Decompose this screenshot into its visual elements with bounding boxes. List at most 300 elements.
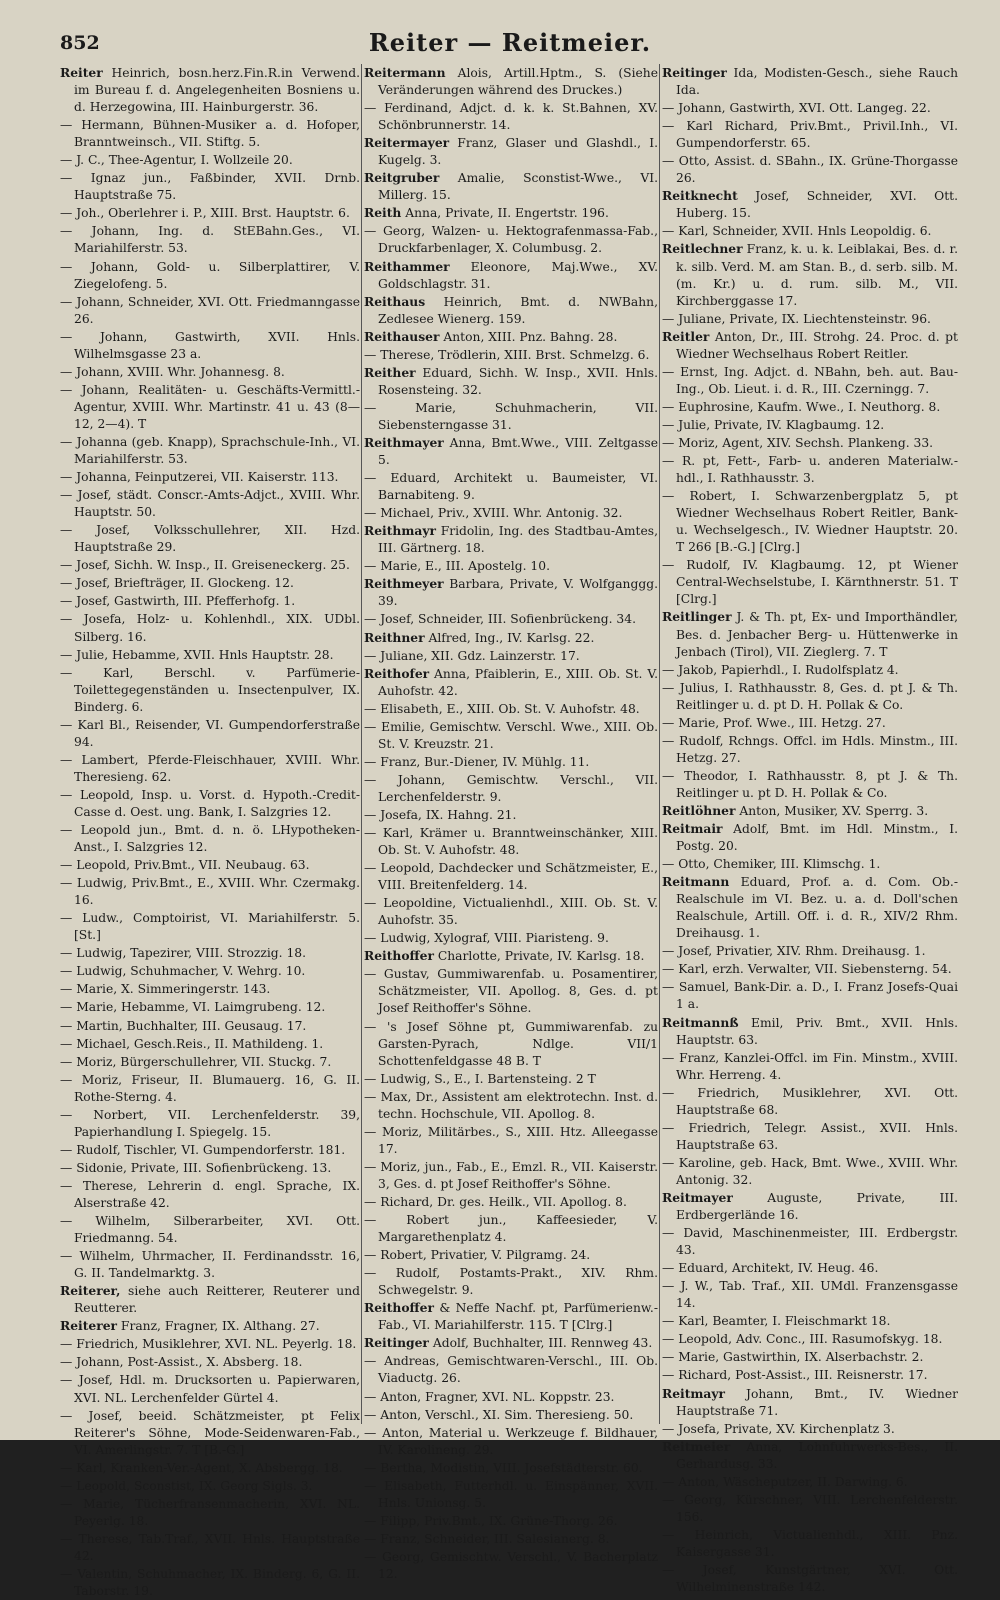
directory-entry — [662, 1366, 958, 1384]
entry-text: — Josef, Schneider, III. Sofienbrückeng. 34. — [364, 612, 636, 627]
directory-entry — [60, 433, 360, 468]
directory-entry — [662, 873, 958, 942]
entry-text: — Josef, Gastwirth, III. Pfefferhofg. 1. — [60, 594, 296, 609]
directory-entry — [60, 468, 360, 486]
entry-text: — Anton, Wäscheputzer, II. Darwing. 6. — [662, 1474, 908, 1489]
entry-text: — Johann, Gemischtw. Verschl., VII. Lerchenfelderstr. 9. — [364, 772, 658, 804]
directory-entry — [60, 1035, 360, 1053]
entry-text: Heinrich, bosn.herz.Fin.R.in Verwend. im Bureau f. d. Angelegenheiten Bosniens u. d. Herzegowina, III. Hainburgerstr. 36. — [74, 66, 360, 115]
entry-text: — Leopold, Insp. u. Vorst. d. Hypoth.-Credit-Casse d. Oest. ung. Bank, I. Salzgries 12. — [60, 787, 360, 819]
entry-text: — Theodor, I. Rathhausstr. 8, pt J. & Th. Reitlinger u. pt D. H. Pollak & Co. — [662, 768, 958, 800]
entry-text: — Julius, I. Rathhausstr. 8, Ges. d. pt J. & Th. Reitlinger u. d. pt D. H. Pollak & Co. — [662, 680, 958, 712]
directory-entry — [662, 222, 958, 240]
directory-entry — [364, 1406, 658, 1424]
directory-entry — [364, 806, 658, 824]
entry-text: — Julie, Hebamme, XVII. Hnls Hauptstr. 28. — [60, 647, 334, 662]
entry-text: Anna, Bmt.Wwe., VIII. Zeltgasse 5. — [378, 435, 658, 468]
directory-entry — [60, 944, 360, 962]
entry-text: Josef, Schneider, XVI. Ott. Huberg. 15. — [676, 189, 958, 221]
directory-entry — [60, 1141, 360, 1159]
directory-entry — [662, 1491, 958, 1526]
entry-surname: Reiterer, — [60, 1283, 121, 1299]
directory-entry — [60, 821, 360, 856]
entry-text: — Elisabeth, E., XIII. Ob. St. V. Auhofstr. 48. — [364, 701, 640, 716]
directory-entry — [60, 980, 360, 998]
entry-text: — Friedrich, Musiklehrer, XVI. Ott. Hauptstraße 68. — [662, 1085, 958, 1117]
entry-text: — Karl Richard, Priv.Bmt., Privil.Inh., VI. Gumpendorferstr. 65. — [662, 119, 958, 151]
directory-entry — [662, 1277, 958, 1312]
directory-entry — [662, 363, 958, 398]
entry-surname: Reitermann — [364, 65, 446, 80]
directory-entry — [364, 647, 658, 665]
entry-text: — Anton, Verschl., XI. Sim. Theresieng. 50. — [364, 1407, 634, 1422]
directory-entry — [662, 1224, 958, 1259]
entry-surname: Reitermayer — [364, 135, 450, 151]
directory-entry — [60, 909, 360, 944]
entry-text: — Marie, Hebamme, VI. Laimgrubeng. 12. — [60, 1000, 326, 1015]
entry-text: — Josef, beeid. Schätzmeister, pt Felix Reiterer's Söhne, Mode-Seidenwaren-Fab., VI. Amerlingstr. 7. T [B.-G.] — [60, 1408, 360, 1457]
directory-entry — [364, 346, 658, 364]
directory-entry — [60, 1353, 360, 1371]
entry-text: — Franz, Schneider, III. Salesianerg. 8. — [364, 1531, 610, 1546]
entry-text: — Leopold jun., Bmt. d. n. ö. LHypotheken-Anst., I. Salzgries 12. — [60, 823, 360, 855]
directory-entry — [60, 1495, 360, 1530]
directory-entry — [364, 610, 658, 628]
entry-text: — Karoline, geb. Hack, Bmt. Wwe., XVIII. Whr. Antonig. 32. — [662, 1155, 958, 1187]
directory-entry — [60, 856, 360, 874]
entry-surname: Reiterer — [60, 1318, 117, 1334]
entry-text: — Karl Bl., Reisender, VI. Gumpendorferstraße 94. — [60, 717, 360, 749]
entry-text: & Neffe Nachf. pt, Parfümerienw.-Fab., VI. Mariahilferstr. 115. T [Clrg.] — [378, 1301, 658, 1333]
entry-text: — Wilhelm, Silberarbeiter, XVI. Ott. Friedmanng. 54. — [60, 1214, 360, 1246]
directory-entry — [364, 469, 658, 504]
directory-entry — [364, 204, 658, 222]
page-number: 852 — [60, 32, 100, 54]
directory-entry — [662, 487, 958, 556]
entry-text: — Josef, städt. Conscr.-Amts-Adjct., XVIII. Whr. Hauptstr. 50. — [60, 488, 360, 520]
entry-text: — Marie, E., III. Apostelg. 10. — [364, 559, 550, 574]
directory-entry — [662, 1154, 958, 1189]
entry-text: Franz, Glaser und Glashdl., I. Kugelg. 3. — [378, 136, 658, 168]
directory-entry — [662, 1330, 958, 1348]
entry-text: — Euphrosine, Kaufm. Wwe., I. Neuthorg. 8. — [662, 399, 941, 414]
directory-entry — [662, 802, 958, 820]
directory-entry — [662, 1420, 958, 1438]
directory-entry — [60, 646, 360, 664]
directory-entry — [364, 134, 658, 169]
entry-text: — Johann, Gold- u. Silberplattirer, V. Ziegelofeng. 5. — [60, 259, 360, 291]
entry-text: — Julie, Private, IV. Klagbaumg. 12. — [662, 417, 885, 432]
entry-text: J. & Th. pt, Ex- und Importhändler, Bes. d. Jenbacher Berg- u. Hüttenwerke in Jenbach (Tirol), VII. Zieglerg. 7. T — [676, 610, 958, 659]
entry-text: — Karl, Berschl. v. Parfümerie-Toilettegegenständen u. Insectenpulver, IX. Binderg. 6. — [60, 665, 360, 714]
entry-text: — Moriz, Friseur, II. Blumauerg. 16, G. II. Rothe-Sterng. 4. — [60, 1072, 360, 1104]
entry-text: — Karl, Schneider, XVII. Hnls Leopoldig. 6. — [662, 224, 932, 239]
column-2 — [364, 64, 658, 1581]
entry-text: — Juliane, Private, IX. Liechtensteinstr. 96. — [662, 311, 931, 326]
entry-text: — Leopold, Dachdecker und Schätzmeister, E., VIII. Breitenfelderg. 14. — [364, 861, 658, 893]
entry-text: Anna, Pfaiblerin, E., XIII. Ob. St. V. Auhofstr. 42. — [378, 666, 658, 698]
entry-text: — Josef, Hdl. m. Drucksorten u. Papierwaren, XVI. NL. Lerchenfelder Gürtel 4. — [60, 1373, 360, 1405]
directory-entry — [662, 767, 958, 802]
directory-entry — [60, 258, 360, 293]
entry-text: — Leopold, Priv.Bmt., VII. Neubaug. 63. — [60, 858, 310, 873]
directory-entry — [60, 1071, 360, 1106]
directory-entry — [60, 751, 360, 786]
directory-entry — [364, 64, 658, 99]
directory-entry — [60, 592, 360, 610]
directory-entry — [60, 1159, 360, 1177]
entry-text: — Sidonie, Private, III. Sofienbrückeng. 13. — [60, 1160, 332, 1175]
directory-entry — [60, 1530, 360, 1565]
directory-entry — [60, 1565, 360, 1600]
directory-entry — [60, 1317, 360, 1335]
entry-text: — Franz, Bur.-Diener, IV. Mühlg. 11. — [364, 754, 590, 769]
entry-surname: Reithoffer — [364, 948, 434, 964]
entry-text: — Gustav, Gummiwarenfab. u. Posamentirer, Schätzmeister, VII. Apollog. 8, Ges. d. pt Josef Reithoffer's Söhne. — [364, 967, 658, 1016]
directory-entry — [364, 1246, 658, 1264]
entry-text: Anton, XIII. Pnz. Bahng. 28. — [439, 329, 618, 344]
entry-text: Adolf, Buchhalter, III. Rennweg 43. — [428, 1336, 653, 1351]
entry-text: Anton, Musiker, XV. Sperrg. 3. — [735, 803, 929, 818]
entry-text: — Ferdinand, Adjct. d. k. k. St.Bahnen, XV. Schönbrunnerstr. 14. — [364, 101, 658, 133]
entry-text: — Ludwig, Xylograf, VIII. Piaristeng. 9. — [364, 931, 609, 946]
entry-surname: Reithauser — [364, 328, 440, 344]
column-divider — [659, 64, 660, 1424]
directory-entry — [60, 556, 360, 574]
directory-entry — [364, 1070, 658, 1088]
directory-entry — [662, 661, 958, 679]
entry-surname: Reithner — [364, 629, 425, 645]
entry-text: — Moriz, Militärbes., S., XIII. Htz. Alleegasse 17. — [364, 1124, 658, 1156]
entry-text: — Karl, erzh. Verwalter, VII. Siebensterng. 54. — [662, 962, 952, 977]
entry-text: — Rudolf, Tischler, VI. Gumpendorferstr. 181. — [60, 1142, 346, 1157]
entry-text: Auguste, Private, III. Erdbergerlände 16. — [676, 1191, 958, 1223]
entry-text: — Josef, Sichh. W. Insp., II. Greiseneckerg. 25. — [60, 558, 350, 573]
entry-text: — Richard, Post-Assist., III. Reisnerstr. 17. — [662, 1368, 928, 1383]
entry-text: — Lambert, Pferde-Fleischhauer, XVIII. Whr. Theresieng. 62. — [60, 752, 360, 784]
directory-entry — [364, 824, 658, 859]
entry-text: — Josef, Briefträger, II. Glockeng. 12. — [60, 576, 294, 591]
directory-entry — [662, 1438, 958, 1473]
entry-text: Franz, k. u. k. Leiblakai, Bes. d. r. k. silb. Verd. M. am Stan. B., d. serb. silb. M. (m. Kr.) u. d. rum. silb. M., VII. Kirchberggasse 17. — [676, 242, 958, 308]
directory-entry — [364, 575, 658, 610]
entry-text: — Georg, Gemischtw. Verschl., V. Bacherplatz 12. — [364, 1549, 658, 1581]
entry-text: — Leopoldine, Victualienhdl., XIII. Ob. St. V. Auhofstr. 35. — [364, 896, 658, 928]
entry-text: Anna, Lohnfuhrwerks-Bes., II. Gerhardusg. 33. — [676, 1439, 958, 1471]
directory-entry — [364, 504, 658, 522]
entry-text: — Josefa, Private, XV. Kirchenplatz 3. — [662, 1421, 895, 1436]
directory-entry — [364, 1211, 658, 1246]
entry-surname: Reitknecht — [662, 188, 738, 204]
entry-text: — Samuel, Bank-Dir. a. D., I. Franz Josefs-Quai 1 a. — [662, 980, 958, 1012]
directory-entry — [662, 608, 958, 660]
entry-text: — Leopold, Sconstist, IX. Georg Sigls. 3. — [60, 1478, 313, 1493]
directory-entry — [364, 328, 658, 346]
entry-text: Franz, Fragner, IX. Althang. 27. — [117, 1319, 320, 1334]
entry-text: — Hermann, Bühnen-Musiker a. d. Hofoper, Branntweinsch., VII. Stiftg. 5. — [60, 118, 360, 150]
directory-entry — [60, 64, 360, 116]
entry-text: — Ludwig, Tapezirer, VIII. Strozzig. 18. — [60, 946, 307, 961]
directory-entry — [662, 1014, 958, 1049]
directory-entry — [662, 452, 958, 487]
entry-text: — Rudolf, Postamts-Prakt., XIV. Rhm. Schwegelstr. 9. — [364, 1266, 658, 1298]
entry-text: — Georg, Walzen- u. Hektografenmassa-Fab., Druckfarbenlager, X. Columbusg. 2. — [364, 224, 658, 256]
directory-entry — [364, 1512, 658, 1530]
entry-text: — Jakob, Papierhdl., I. Rudolfsplatz 4. — [662, 662, 899, 677]
running-title: Reiter — Reitmeier. — [368, 28, 652, 57]
directory-entry — [364, 1299, 658, 1334]
directory-entry — [364, 1424, 658, 1459]
directory-entry — [364, 1088, 658, 1123]
directory-entry — [60, 1477, 360, 1495]
entry-text: — J. C., Thee-Agentur, I. Wollzeile 20. — [60, 153, 293, 168]
directory-entry — [60, 328, 360, 363]
entry-text: — Wilhelm, Uhrmacher, II. Ferdinandsstr. 16, G. II. Tandelmarktg. 3. — [60, 1249, 360, 1281]
directory-entry — [662, 855, 958, 873]
directory-entry — [60, 874, 360, 909]
directory-entry — [662, 187, 958, 222]
entry-text: — Bertha, Modistin, VIII. Josefstädterstr. 60. — [364, 1460, 643, 1475]
directory-entry — [662, 1348, 958, 1366]
entry-surname: Reitgruber — [364, 170, 440, 186]
directory-entry — [662, 1259, 958, 1277]
entry-text: — Elisabeth, Futterhdl. u. Einspänner, XVII. Hnls. Unionsg. 5. — [364, 1478, 658, 1510]
entry-surname: Reitmeier — [662, 1438, 731, 1454]
directory-entry — [364, 434, 658, 469]
entry-text: — Therese, Lehrerin d. engl. Sprache, IX. Alserstraße 42. — [60, 1178, 360, 1210]
entry-surname: Reiter — [60, 65, 103, 80]
entry-text: — Ludwig, S., E., I. Bartensteing. 2 T — [364, 1071, 596, 1086]
directory-entry — [364, 522, 658, 557]
directory-entry — [364, 1388, 658, 1406]
entry-text: — Marie, Prof. Wwe., III. Hetzg. 27. — [662, 715, 886, 730]
directory-entry — [60, 1371, 360, 1406]
entry-text: — Marie, Schuhmacherin, VII. Siebensterngasse 31. — [364, 400, 658, 432]
entry-surname: Reitler — [662, 328, 710, 344]
directory-entry — [662, 398, 958, 416]
entry-surname: Reithoffer — [364, 1300, 434, 1316]
directory-entry — [662, 310, 958, 328]
directory-entry — [662, 1385, 958, 1420]
entry-text: — Ignaz jun., Faßbinder, XVII. Drnb. Hauptstraße 75. — [60, 171, 360, 203]
directory-entry — [60, 1282, 360, 1317]
entry-surname: Reithmayr — [364, 523, 436, 539]
entry-text: — Ludwig, Schuhmacher, V. Wehrg. 10. — [60, 964, 306, 979]
directory-entry — [364, 364, 658, 399]
directory-entry — [364, 399, 658, 434]
directory-entry — [364, 665, 658, 700]
directory-entry — [364, 859, 658, 894]
directory-entry — [60, 1017, 360, 1035]
directory-entry — [364, 1334, 658, 1352]
directory-entry — [364, 1459, 658, 1477]
directory-entry — [60, 998, 360, 1016]
entry-text: — Johann, Gastwirth, XVII. Hnls. Wilhelmsgasse 23 a. — [60, 329, 360, 361]
entry-text: — Karl, Krämer u. Branntweinschänker, XIII. Ob. St. V. Auhofstr. 48. — [364, 826, 658, 858]
entry-text: — Moriz, jun., Fab., E., Emzl. R., VII. Kaiserstr. 3, Ges. d. pt Josef Reithoffer's Söhne. — [364, 1159, 658, 1191]
entry-surname: Reitlinger — [662, 609, 732, 625]
directory-entry — [60, 381, 360, 433]
entry-text: — J. W., Tab. Traf., XII. UMdl. Franzensgasse 14. — [662, 1279, 958, 1311]
directory-entry — [662, 1526, 958, 1561]
entry-text: — Josefa, Holz- u. Kohlenhdl., XIX. UDbl. Silberg. 16. — [60, 612, 360, 644]
directory-entry — [60, 1407, 360, 1459]
directory-entry — [662, 64, 958, 99]
entry-text: — Franz, Kanzlei-Offcl. im Fin. Minstm., XVIII. Whr. Herreng. 4. — [662, 1050, 958, 1082]
entry-text: — Anton, Material u. Werkzeuge f. Bildhauer, IV. Karolineng. 29. — [364, 1425, 658, 1457]
directory-entry — [662, 1119, 958, 1154]
directory-entry — [60, 1053, 360, 1071]
directory-entry — [60, 786, 360, 821]
directory-entry — [364, 1264, 658, 1299]
entry-text: — Eduard, Architekt u. Baumeister, VI. Barnabiteng. 9. — [364, 471, 658, 503]
entry-text: — Joh., Oberlehrer i. P., XIII. Brst. Hauptstr. 6. — [60, 206, 350, 221]
entry-text: — Johanna (geb. Knapp), Sprachschule-Inh., VI. Mariahilferstr. 53. — [60, 434, 360, 467]
entry-text: Johann, Bmt., IV. Wiedner Hauptstraße 71. — [676, 1386, 958, 1418]
entry-text: — Marie, Gastwirthin, IX. Alserbachstr. 2. — [662, 1350, 924, 1365]
directory-entry — [662, 942, 958, 960]
entry-text: Anna, Private, II. Engertstr. 196. — [401, 206, 609, 221]
entry-text: — Moriz, Bürgerschullehrer, VII. Stuckg. 7. — [60, 1054, 332, 1069]
entry-text: — Emilie, Gemischtw. Verschl. Wwe., XIII. Ob. St. V. Kreuzstr. 21. — [364, 719, 658, 751]
entry-text: — Juliane, XII. Gdz. Lainzerstr. 17. — [364, 648, 580, 663]
entry-text: Eduard, Prof. a. d. Com. Ob.-Realschule im VI. Bez. u. a. d. Doll'schen Realschule, Artill. Off. i. d. R., XIV/2 Rhm. Dreihausg. 1. — [676, 875, 958, 941]
directory-entry — [662, 434, 958, 452]
directory-entry — [364, 1123, 658, 1158]
directory-entry — [662, 99, 958, 117]
directory-entry — [662, 1473, 958, 1491]
entry-text: — Martin, Buchhalter, III. Geusaug. 17. — [60, 1018, 307, 1033]
entry-text: — Johanna, Feinputzerei, VII. Kaiserstr. 113. — [60, 470, 339, 485]
entry-text: — Otto, Chemiker, III. Klimschg. 1. — [662, 857, 881, 872]
entry-surname: Reitmannß — [662, 1014, 739, 1030]
entry-text: — Moriz, Agent, XIV. Sechsh. Plankeng. 33. — [662, 435, 934, 450]
entry-text: — Ludwig, Priv.Bmt., E., XVIII. Whr. Czermakg. 16. — [60, 876, 360, 908]
entry-text: Fridolin, Ing. des Stadtbau-Amtes, III. Gärtnerg. 18. — [378, 524, 658, 556]
entry-text: — Friedrich, Musiklehrer, XVI. NL. Peyerlg. 18. — [60, 1337, 357, 1352]
entry-text: Barbara, Private, V. Wolfganggg. 39. — [378, 577, 658, 609]
entry-text: — Johann, Realitäten- u. Geschäfts-Vermittl.-Agentur, XVIII. Whr. Martinstr. 41 u. 43 (8—12, 2—4). T — [60, 382, 360, 431]
directory-entry — [60, 1247, 360, 1282]
directory-entry — [60, 1177, 360, 1212]
directory-entry — [364, 929, 658, 947]
entry-text: — 's Josef Söhne pt, Gummiwarenfab. zu Garsten-Pyrach, Ndlge. VII/1 Schottenfeldgasse 48 B. T — [364, 1019, 658, 1068]
directory-entry — [662, 556, 958, 608]
entry-surname: Reitinger — [662, 65, 727, 80]
entry-text: — Otto, Assist. d. SBahn., IX. Grüne-Thorgasse 26. — [662, 154, 958, 186]
directory-entry — [60, 716, 360, 751]
directory-entry — [364, 718, 658, 753]
entry-text: — Marie, Tücherfransenmacherin, XVI. NL. Peyerlg. 18. — [60, 1496, 360, 1528]
directory-entry — [60, 962, 360, 980]
entry-text: — Johann, Post-Assist., X. Absberg. 18. — [60, 1355, 303, 1370]
entry-surname: Reitmayr — [662, 1385, 725, 1401]
directory-entry — [60, 116, 360, 151]
entry-text: siehe auch Reitterer, Reuterer und Reutterer. — [74, 1284, 360, 1316]
entry-text: — Karl, Beamter, I. Fleischmarkt 18. — [662, 1314, 891, 1329]
directory-entry — [60, 1212, 360, 1247]
entry-text: — Josef, Privatier, XIV. Rhm. Dreihausg. 1. — [662, 944, 926, 959]
directory-entry — [364, 1352, 658, 1387]
entry-text: — Richard, Dr. ges. Heilk., VII. Apollog. 8. — [364, 1195, 627, 1209]
entry-text: — Josef, Kunstgärtner, XVI. Ott. Wilhelminenstraße 142. — [662, 1562, 958, 1595]
directory-entry — [364, 1530, 658, 1548]
directory-entry — [662, 416, 958, 434]
column-1 — [60, 64, 360, 1599]
entry-surname: Reith — [364, 205, 402, 221]
entry-surname: Reithmeyer — [364, 576, 444, 592]
entry-text: — Leopold, Adv. Conc., III. Rasumofskyg. 18. — [662, 1332, 943, 1347]
entry-text: — Heinrich, Victualienhdl., XIII. Pnz. Kaisergasse 31. — [662, 1527, 958, 1559]
directory-entry — [60, 610, 360, 645]
entry-surname: Reithaus — [364, 293, 426, 309]
entry-text: — Ludw., Comptoirist, VI. Mariahilferstr. 5. [St.] — [60, 911, 360, 943]
directory-entry — [662, 1189, 958, 1224]
entry-surname: Reitlechner — [662, 241, 743, 257]
entry-text: Ida, Modisten-Gesch., siehe Rauch Ida. — [676, 66, 958, 98]
directory-entry — [364, 293, 658, 328]
directory-entry — [60, 204, 360, 222]
entry-text: Alfred, Ing., IV. Karlsg. 22. — [424, 630, 595, 645]
directory-entry — [60, 664, 360, 716]
entry-text: Charlotte, Private, IV. Karlsg. 18. — [433, 949, 645, 964]
directory-entry — [364, 258, 658, 293]
directory-entry — [60, 363, 360, 381]
column-divider — [361, 64, 362, 1424]
directory-entry — [364, 99, 658, 134]
entry-text: — Johann, Schneider, XVI. Ott. Friedmanngasse 26. — [60, 294, 360, 326]
entry-text: — Valentin, Schuhmacher, IX. Binderg. 6, G. II. Taborstr. 19. — [60, 1566, 360, 1599]
entry-text: — Therese, Tab.Traf., XVII. Hnls. Hauptstraße 42. — [60, 1531, 360, 1563]
directory-entry — [60, 486, 360, 521]
directory-entry — [364, 1018, 658, 1070]
page-header — [60, 28, 960, 62]
entry-text: Emil, Priv. Bmt., XVII. Hnls. Hauptstr. 63. — [676, 1015, 958, 1047]
entry-text: Amalie, Sconstist-Wwe., VI. Millerg. 15. — [378, 171, 658, 203]
entry-text: — Friedrich, Telegr. Assist., XVII. Hnls. Hauptstraße 63. — [662, 1120, 958, 1152]
directory-entry — [662, 978, 958, 1013]
entry-text: — Max, Dr., Assistent am elektrotechn. Inst. d. techn. Hochschule, VII. Apollog. 8. — [364, 1089, 658, 1121]
directory-entry — [662, 1049, 958, 1084]
entry-surname: Reitmair — [662, 821, 723, 837]
entry-text: — Robert, I. Schwarzenbergplatz 5, pt Wiedner Wechselhaus Robert Reitler, Bank- u. Wechselgesch., IV. Wiedner Hauptstr. 20. T 266 [B.-G.] [Clrg.] — [662, 489, 958, 555]
directory-entry — [662, 1084, 958, 1119]
entry-surname: Reitlöhner — [662, 802, 736, 818]
directory-entry — [60, 521, 360, 556]
directory-entry — [60, 574, 360, 592]
entry-surname: Reithofer — [364, 665, 430, 681]
directory-entry — [364, 965, 658, 1017]
entry-text: Eduard, Sichh. W. Insp., XVII. Hnls. Rosensteing. 32. — [378, 365, 658, 397]
directory-entry — [60, 169, 360, 204]
entry-text: — Karl, Kranken-Ver.-Agent, X. Absbergg. 18. — [60, 1460, 343, 1475]
directory-entry — [60, 222, 360, 257]
entry-surname: Reithmayer — [364, 434, 444, 450]
directory-entry — [662, 117, 958, 152]
directory-entry — [60, 1335, 360, 1353]
directory-entry — [364, 629, 658, 647]
directory-entry — [364, 1158, 658, 1193]
directory-entry — [364, 1193, 658, 1211]
entry-text: — Therese, Trödlerin, XIII. Brst. Schmelzg. 6. — [364, 347, 650, 362]
directory-entry — [364, 557, 658, 575]
directory-entry — [364, 169, 658, 204]
directory-entry — [364, 222, 658, 257]
directory-entry — [662, 679, 958, 714]
directory-entry — [662, 732, 958, 767]
directory-entry — [364, 894, 658, 929]
directory-entry — [662, 714, 958, 732]
